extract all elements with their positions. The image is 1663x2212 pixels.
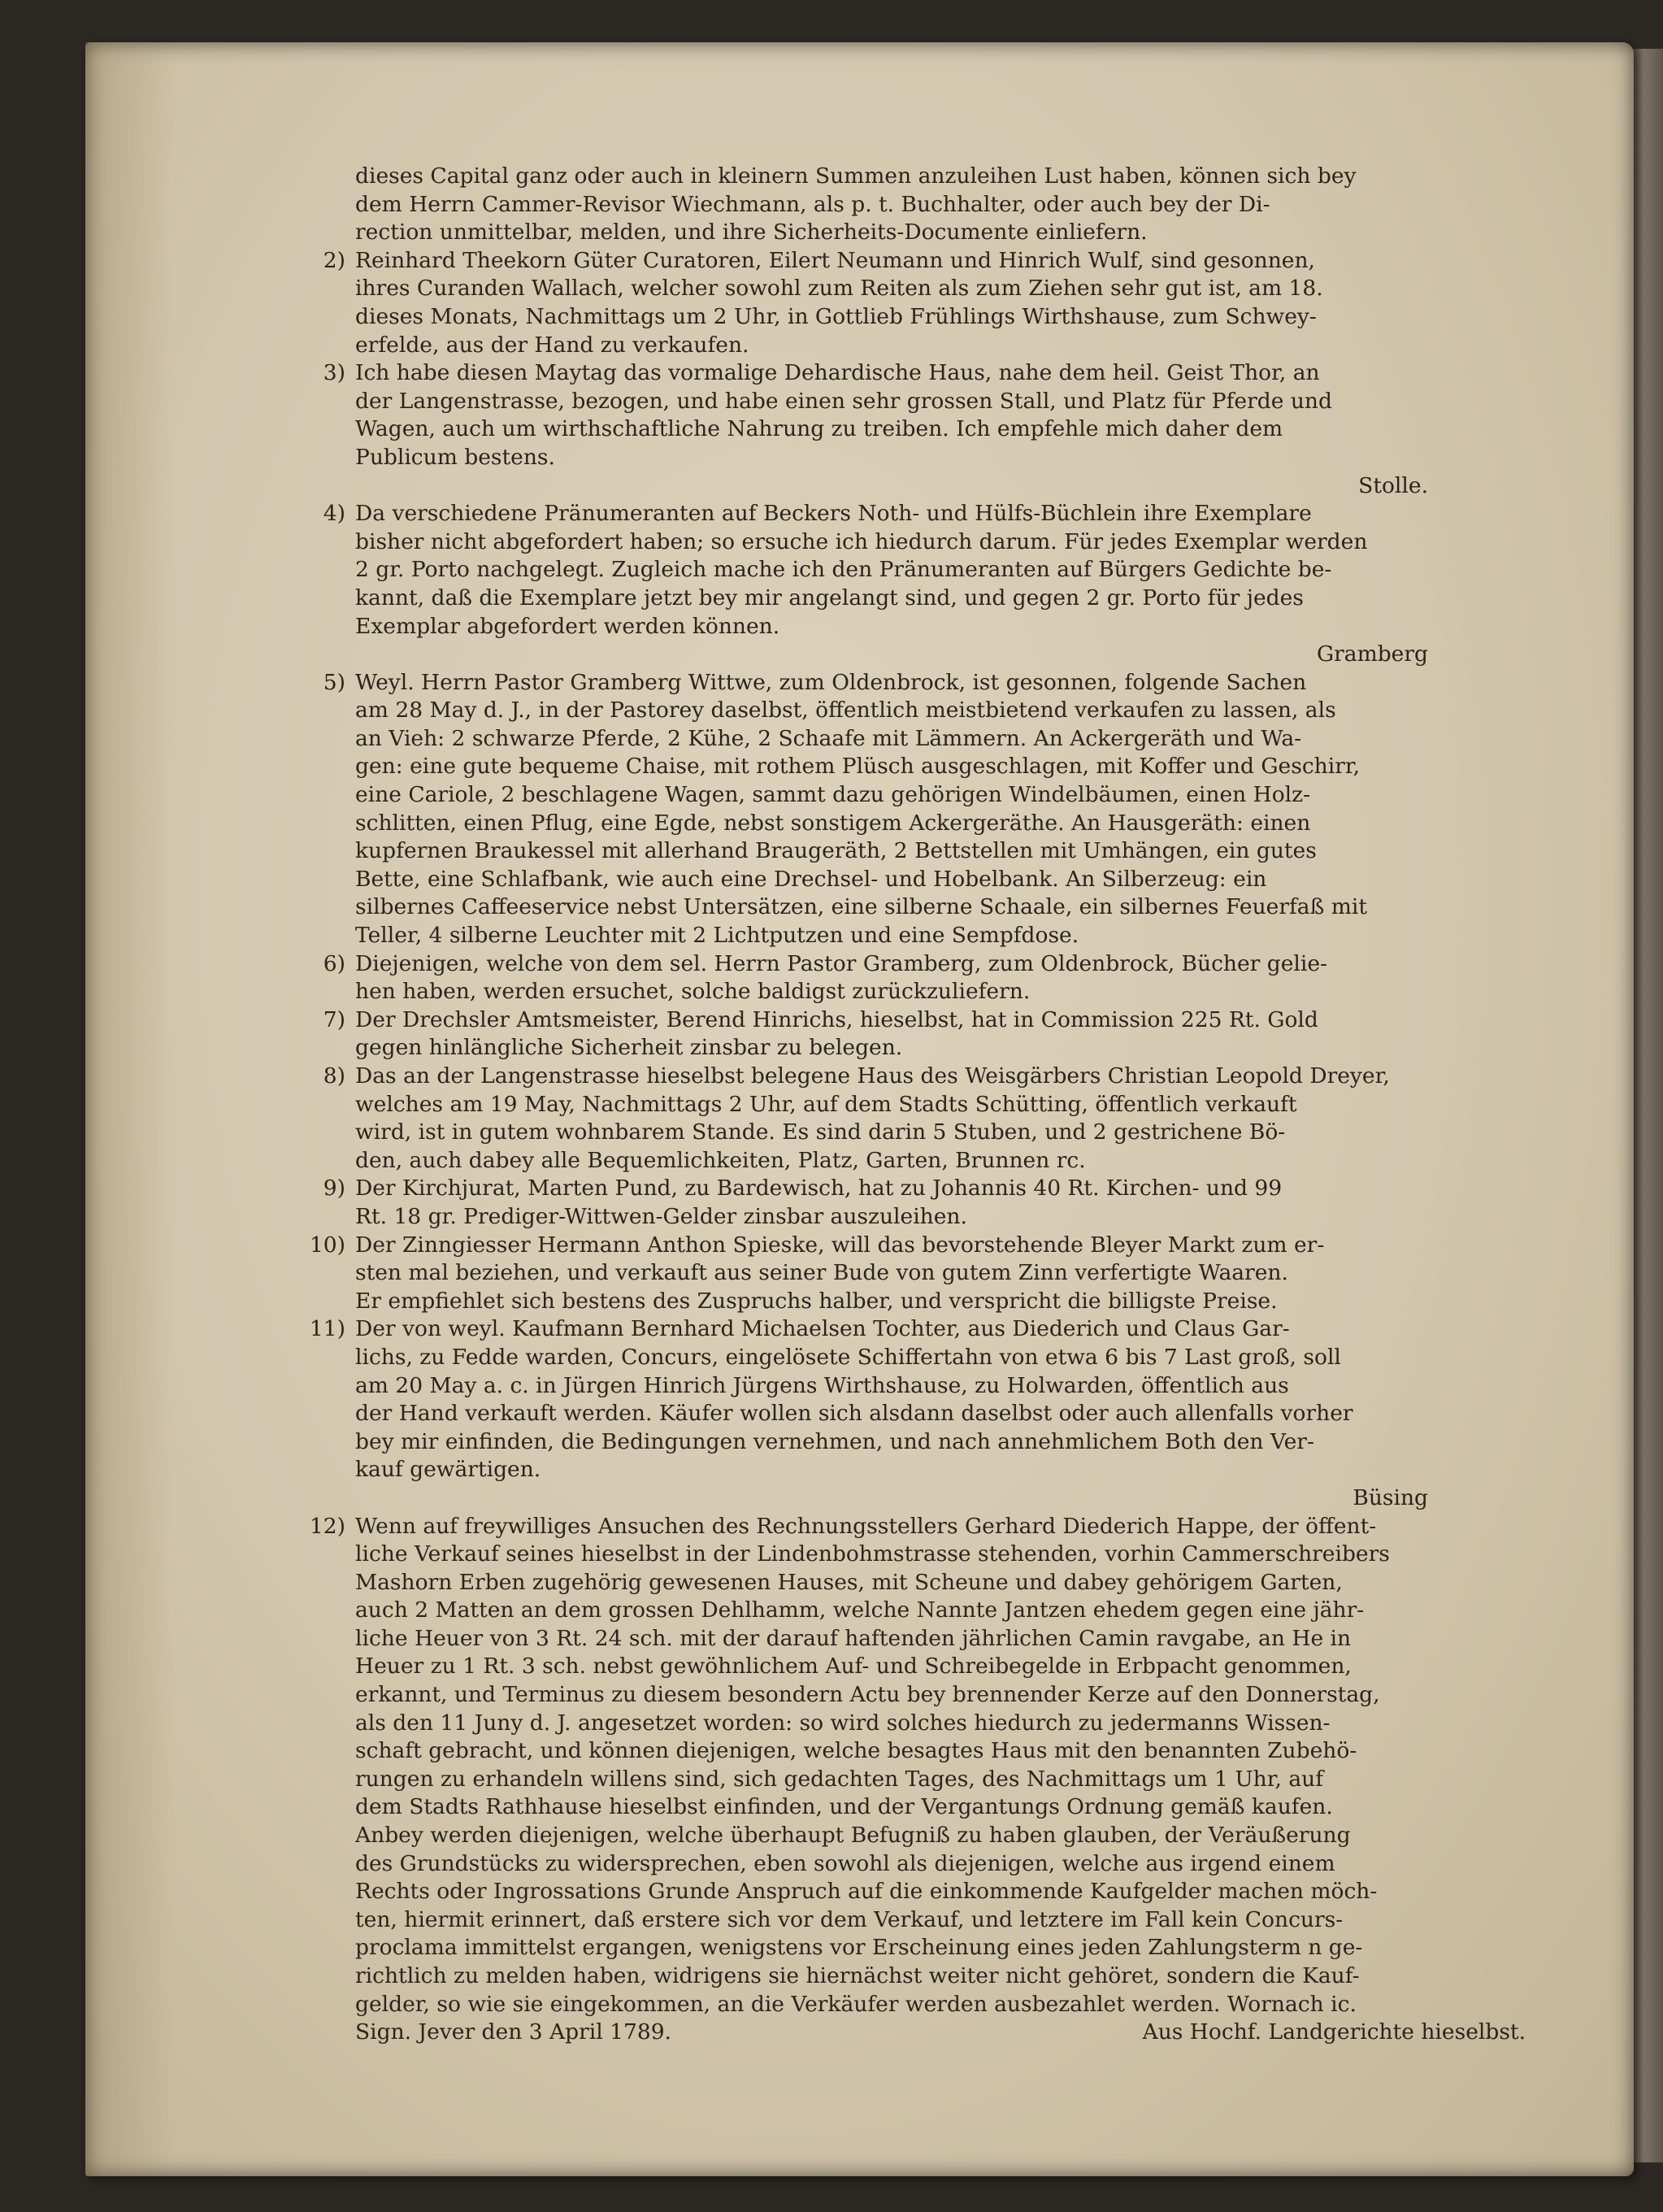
- notice-entry: [323, 500, 1558, 669]
- notice-entry: [323, 1175, 1558, 1231]
- line-text: sten mal beziehen, und verkauft aus seiner Bude von gutem Zinn verfertigte Waaren.: [355, 1260, 1288, 1286]
- text-line: [355, 893, 1558, 922]
- line-text: 2 gr. Porto nachgelegt. Zugleich mache ich den Pränumeranten auf Bürgers Gedichte be-: [355, 557, 1332, 583]
- line-text: Da verschiedene Pränumeranten auf Beckers Noth- und Hülfs-Büchlein ihre Exemplare: [355, 501, 1312, 527]
- notice-entry: [323, 1006, 1558, 1063]
- line-text: dieses Capital ganz oder auch in kleinern Summen anzuleihen Lust haben, können sich bey: [355, 163, 1357, 189]
- line-text: richtlich zu melden haben, widrigens sie hiernächst weiter nicht gehöret, sondern die Kauf-: [355, 1963, 1360, 1988]
- text-line: [355, 585, 1558, 613]
- line-text: liche Verkauf seines hieselbst in der Lindenbohmstrasse stehenden, vorhin Cammerschreibers: [355, 1541, 1390, 1567]
- line-text: Weyl. Herrn Pastor Gramberg Wittwe, zum Oldenbrock, ist gesonnen, folgende Sachen: [355, 669, 1307, 695]
- text-line: [355, 1428, 1558, 1457]
- text-line: [355, 556, 1558, 585]
- text-line: [355, 219, 1558, 247]
- text-line: [355, 1372, 1558, 1401]
- text-line: [355, 922, 1558, 950]
- line-text: lichs, zu Fedde warden, Concurs, eingelösete Schiffertahn von etwa 6 bis 7 Last groß, soll: [355, 1344, 1341, 1370]
- line-text: eine Cariole, 2 beschlagene Wagen, sammt dazu gehörigen Windelbäumen, einen Holz-: [355, 782, 1311, 808]
- line-text: auch 2 Matten an dem grossen Dehlhamm, welche Nannte Jantzen ehedem gegen eine jähr-: [355, 1597, 1365, 1623]
- text-line: 7) Der Drechsler Amtsmeister, Berend Hinrichs, hieselbst, hat in Commission 225 Rt. Gold: [323, 1006, 1318, 1032]
- line-text: Der Drechsler Amtsmeister, Berend Hinrichs, hieselbst, hat in Commission 225 Rt. Gold: [355, 1006, 1318, 1032]
- line-text: rungen zu erhandeln willens sind, sich gedachten Tages, des Nachmittags um 1 Uhr, auf: [355, 1766, 1324, 1792]
- text-line: [355, 781, 1558, 810]
- line-text: liche Heuer von 3 Rt. 24 sch. mit der darauf haftenden jährlichen Camin ravgabe, an He in: [355, 1625, 1352, 1651]
- line-text: silbernes Caffeeservice nebst Untersätzen, eine silberne Schaale, ein silbernes Feuerfaß mit: [355, 894, 1367, 920]
- text-line: [355, 1766, 1558, 1794]
- entry-signature: Büsing: [1353, 1484, 1428, 1510]
- text-line: 5) Weyl. Herrn Pastor Gramberg Wittwe, zum Oldenbrock, ist gesonnen, folgende Sachen: [323, 669, 1307, 695]
- text-line: [355, 837, 1558, 866]
- footer-authority: Aus Hochf. Landgerichte hieselbst.: [1142, 2019, 1526, 2045]
- line-text: den, auch dabey alle Bequemlichkeiten, Platz, Garten, Brunnen rc.: [355, 1147, 1086, 1173]
- line-text: am 28 May d. J., in der Pastorey daselbst, öffentlich meistbietend verkaufen zu lassen, als: [355, 697, 1336, 724]
- line-text: Das an der Langenstrasse hieselbst belegene Haus des Weisgärbers Christian Leopold Dreyer,: [355, 1063, 1390, 1089]
- text-line: [355, 332, 1558, 360]
- line-text: schlitten, einen Pflug, eine Egde, nebst sonstigem Ackergeräthe. An Hausgeräth: einen: [355, 810, 1311, 836]
- line-text: Reinhard Theekorn Güter Curatoren, Eilert Neumann und Hinrich Wulf, sind gesonnen,: [355, 247, 1315, 273]
- text-line: [355, 1119, 1558, 1147]
- text-line: [355, 1541, 1558, 1569]
- line-text: der Hand verkauft werden. Käufer wollen sich alsdann daselbst oder auch allenfalls vorher: [355, 1401, 1353, 1427]
- notice-entry: [309, 1513, 1558, 2019]
- line-text: Publicum bestens.: [355, 444, 555, 470]
- line-text: Anbey werden diejenigen, welche überhaupt Befugniß zu haben glauben, der Veräußerung: [355, 1823, 1351, 1849]
- line-text: gen: eine gute bequeme Chaise, mit rothem Plüsch ausgeschlagen, mit Koffer und Geschirr,: [355, 754, 1361, 780]
- line-text: welches am 19 May, Nachmittags 2 Uhr, auf dem Stadts Schütting, öffentlich verkauft: [355, 1091, 1297, 1117]
- text-line: [355, 1991, 1558, 2019]
- line-text: gelder, so wie sie eingekommen, an die Verkäufer werden ausbezahlet werden. Wornach ic.: [355, 1991, 1357, 2017]
- notice-entry: [323, 359, 1558, 500]
- page-edge-discoloration: [85, 42, 175, 2176]
- text-line: [355, 1147, 1558, 1176]
- text-line: 2) Reinhard Theekorn Güter Curatoren, Eilert Neumann und Hinrich Wulf, sind gesonnen,: [323, 247, 1315, 273]
- line-text: ihres Curanden Wallach, welcher sowohl zum Reiten als zum Ziehen sehr gut ist, am 18.: [355, 276, 1323, 302]
- text-line: [355, 866, 1558, 894]
- text-line: [355, 613, 1558, 641]
- line-text: am 20 May a. c. in Jürgen Hinrich Jürgens Wirthshause, zu Holwarden, öffentlich aus: [355, 1372, 1289, 1398]
- notice-entry: [355, 163, 1558, 247]
- text-line: 8) Das an der Langenstrasse hieselbst belegene Haus des Weisgärbers Christian Leopold Dreyer,: [323, 1063, 1390, 1089]
- text-line: [355, 303, 1558, 332]
- text-line: [355, 1344, 1558, 1372]
- line-text: an Vieh: 2 schwarze Pferde, 2 Kühe, 2 Schaafe mit Lämmern. An Ackergeräth und Wa-: [355, 725, 1302, 751]
- text-line: 11) Der von weyl. Kaufmann Bernhard Michaelsen Tochter, aus Diederich und Claus Gar-: [309, 1316, 1290, 1342]
- line-text: Ich habe diesen Maytag das vormalige Dehardische Haus, nahe dem heil. Geist Thor, an: [355, 360, 1320, 386]
- text-line: [355, 810, 1558, 838]
- text-line: 10) Der Zinngiesser Hermann Anthon Spieske, will das bevorstehende Bleyer Markt zum er-: [309, 1232, 1325, 1258]
- text-line: [355, 1456, 1558, 1484]
- text-line: [355, 444, 1558, 472]
- line-text: kupfernen Braukessel mit allerhand Braugeräth, 2 Bettstellen mit Umhängen, ein gutes: [355, 838, 1317, 864]
- line-text: Wagen, auch um wirthschaftliche Nahrung zu treiben. Ich empfehle mich daher dem: [355, 416, 1283, 442]
- entry-signature: Gramberg: [1316, 641, 1428, 667]
- text-line: 6) Diejenigen, welche von dem sel. Herrn Pastor Gramberg, zum Oldenbrock, Bücher gelie-: [323, 950, 1328, 976]
- text-line: [355, 1850, 1558, 1879]
- document-footer: [355, 2019, 1558, 2047]
- text-line: 4) Da verschiedene Pränumeranten auf Beckers Noth- und Hülfs-Büchlein ihre Exemplare: [323, 501, 1312, 527]
- text-line: [355, 1681, 1558, 1710]
- line-text: dem Herrn Cammer-Revisor Wiechmann, als p. t. Buchhalter, oder auch bey der Di-: [355, 191, 1270, 217]
- line-text: des Grundstücks zu widersprechen, eben sowohl als diejenigen, welche aus irgend einem: [355, 1850, 1335, 1876]
- text-line: [355, 1203, 1558, 1232]
- line-text: kauf gewärtigen.: [355, 1457, 541, 1483]
- notice-entry: [323, 1063, 1558, 1175]
- text-line: [355, 1878, 1558, 1906]
- notice-entry: [323, 247, 1558, 359]
- text-line: 9) Der Kirchjurat, Marten Pund, zu Bardewisch, hat zu Johannis 40 Rt. Kirchen- und 99: [323, 1176, 1283, 1202]
- book-spine-edge: [1630, 49, 1663, 2162]
- line-text: Rt. 18 gr. Prediger-Wittwen-Gelder zinsbar auszuleihen.: [355, 1203, 967, 1229]
- text-line: [355, 1400, 1558, 1428]
- line-text: hen haben, werden ersuchet, solche baldigst zurückzuliefern.: [355, 979, 1031, 1005]
- entry-signature: Stolle.: [1358, 472, 1428, 498]
- line-text: der Langenstrasse, bezogen, und habe einen sehr grossen Stall, und Platz für Pferde und: [355, 388, 1332, 414]
- footer-date: Sign. Jever den 3 April 1789.: [355, 2019, 671, 2045]
- text-line: [355, 1962, 1558, 1991]
- line-text: Wenn auf freywilliges Ansuchen des Rechnungsstellers Gerhard Diederich Happe, der öffent-: [355, 1513, 1377, 1539]
- text-line: [355, 528, 1558, 557]
- line-text: Rechts oder Ingrossations Grunde Anspruch auf die einkommende Kaufgelder machen möch-: [355, 1879, 1378, 1905]
- line-text: dem Stadts Rathhause hieselbst einfinden, und der Vergantungs Ordnung gemäß kaufen.: [355, 1794, 1333, 1820]
- line-text: schaft gebracht, und können diejenigen, welche besagtes Haus mit den benannten Zubehö-: [355, 1738, 1357, 1764]
- line-text: als den 11 Juny d. J. angesetzet worden: so wird solches hiedurch zu jedermanns Wissen-: [355, 1710, 1331, 1736]
- text-line: [355, 1653, 1558, 1681]
- text-line: [355, 191, 1558, 219]
- text-line: [355, 1934, 1558, 1962]
- text-line: [355, 1091, 1558, 1119]
- line-text: Er empfiehlet sich bestens des Zuspruchs halber, und verspricht die billigste Preise.: [355, 1288, 1278, 1314]
- text-line: 3) Ich habe diesen Maytag das vormalige Dehardische Haus, nahe dem heil. Geist Thor, an: [323, 360, 1320, 386]
- line-text: rection unmittelbar, melden, und ihre Sicherheits-Documente einliefern.: [355, 219, 1148, 246]
- text-line: [355, 1569, 1558, 1597]
- line-text: Der von weyl. Kaufmann Bernhard Michaelsen Tochter, aus Diederich und Claus Gar-: [355, 1316, 1290, 1342]
- text-line: [355, 753, 1558, 781]
- line-text: Heuer zu 1 Rt. 3 sch. nebst gewöhnlichem Auf- und Schreibegelde in Erbpacht genommen,: [355, 1654, 1352, 1680]
- text-line: [355, 1625, 1558, 1654]
- line-text: kannt, daß die Exemplare jetzt bey mir angelangt sind, und gegen 2 gr. Porto für jedes: [355, 585, 1304, 611]
- text-line: [355, 1822, 1558, 1850]
- line-text: Mashorn Erben zugehörig gewesenen Hauses, mit Scheune und dabey gehörigem Garten,: [355, 1569, 1343, 1595]
- text-line: [355, 725, 1558, 754]
- text-line: [355, 415, 1558, 444]
- text-line: [355, 978, 1558, 1006]
- text-line: [355, 1288, 1558, 1316]
- line-text: proclama immittelst ergangen, wenigstens vor Erscheinung eines jeden Zahlungsterm n ge-: [355, 1935, 1363, 1961]
- line-text: dieses Monats, Nachmittags um 2 Uhr, in Gottlieb Frühlings Wirthshause, zum Schwey-: [355, 303, 1317, 329]
- text-line: 12) Wenn auf freywilliges Ansuchen des Rechnungsstellers Gerhard Diederich Happe, der öffent-: [309, 1513, 1377, 1539]
- text-line: [355, 1906, 1558, 1935]
- text-line: [355, 388, 1558, 416]
- line-text: wird, ist in gutem wohnbarem Stande. Es sind darin 5 Stuben, und 2 gestrichene Bö-: [355, 1119, 1286, 1145]
- notice-entry: [309, 1232, 1558, 1316]
- line-text: Exemplar abgefordert werden können.: [355, 613, 780, 639]
- page-body-text: [309, 163, 1558, 2047]
- notice-entry: [309, 1315, 1558, 1512]
- text-line: [355, 275, 1558, 303]
- text-line: [355, 1597, 1558, 1625]
- text-line: [355, 1737, 1558, 1766]
- line-text: erfelde, aus der Hand zu verkaufen.: [355, 332, 749, 358]
- text-line: [355, 1710, 1558, 1738]
- notice-entry: [323, 950, 1558, 1006]
- line-text: Der Zinngiesser Hermann Anthon Spieske, will das bevorstehende Bleyer Markt zum er-: [355, 1232, 1325, 1258]
- line-text: ten, hiermit erinnert, daß erstere sich vor dem Verkauf, und letztere im Fall kein Concurs-: [355, 1906, 1344, 1932]
- line-text: Diejenigen, welche von dem sel. Herrn Pastor Gramberg, zum Oldenbrock, Bücher gelie-: [355, 950, 1328, 976]
- line-text: gegen hinlängliche Sicherheit zinsbar zu belegen.: [355, 1035, 903, 1061]
- line-text: Bette, eine Schlafbank, wie auch eine Drechsel- und Hobelbank. An Silberzeug: ein: [355, 866, 1267, 892]
- line-text: erkannt, und Terminus zu diesem besondern Actu bey brennender Kerze auf den Donnerstag,: [355, 1682, 1380, 1708]
- notice-entry: [323, 669, 1558, 950]
- line-text: Teller, 4 silberne Leuchter mit 2 Lichtputzen und eine Sempfdose.: [355, 923, 1079, 949]
- line-text: bisher nicht abgefordert haben; so ersuche ich hiedurch darum. Für jedes Exemplar werden: [355, 528, 1368, 554]
- line-text: bey mir einfinden, die Bedingungen vernehmen, und nach annehmlichem Both den Ver-: [355, 1428, 1314, 1454]
- line-text: Der Kirchjurat, Marten Pund, zu Bardewisch, hat zu Johannis 40 Rt. Kirchen- und 99: [355, 1176, 1283, 1202]
- text-line: [355, 1259, 1558, 1288]
- text-line: [355, 1034, 1558, 1063]
- text-line: [355, 163, 1558, 191]
- text-line: [355, 697, 1558, 725]
- text-line: [355, 1793, 1558, 1822]
